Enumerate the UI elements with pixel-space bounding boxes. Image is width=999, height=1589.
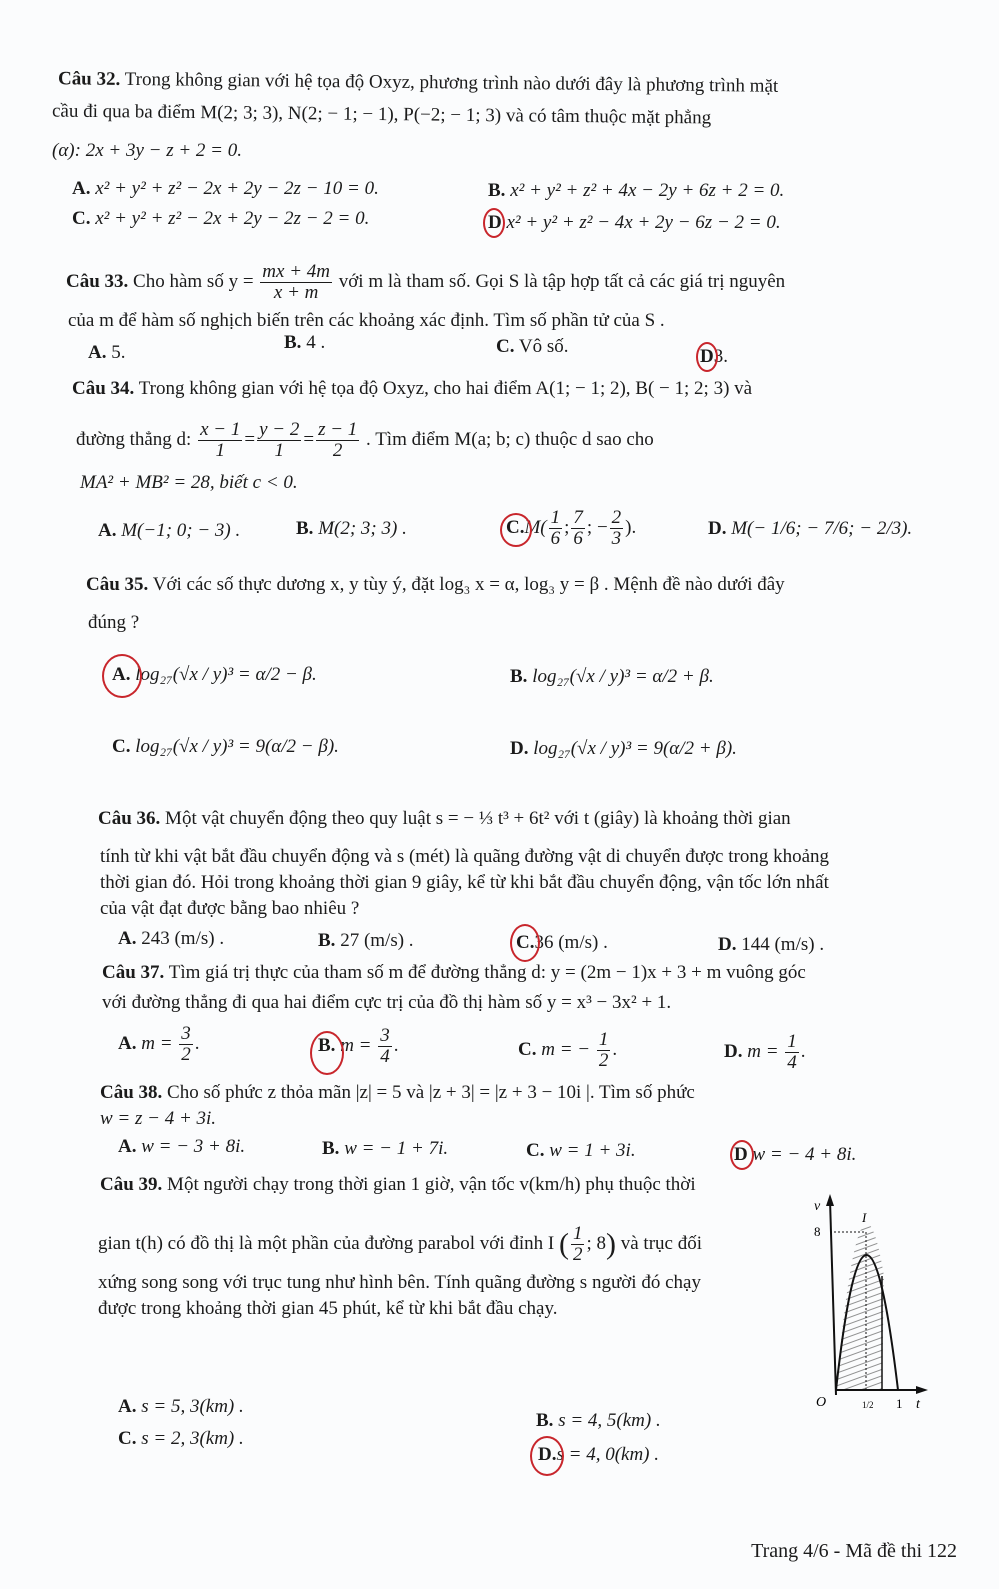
- option-b-selected[interactable]: B. m = $\frac{3}{4}$ .: [318, 1026, 398, 1067]
- question-label: Câu 35.: [86, 574, 149, 595]
- option-c-selected[interactable]: C.36 (m/s) .: [516, 932, 608, 954]
- option-b[interactable]: B. x² + y² + z² + 4x − 2y + 6z + 2 = 0.: [488, 180, 785, 201]
- option-b[interactable]: B. w = − 1 + 7i.: [322, 1138, 449, 1159]
- question-text: cầu đi qua ba điểm M(2; 3; 3), N(2; − 1; − 1), P(−2; − 1; 3) và có tâm thuộc mặt phẳng: [51, 100, 712, 129]
- option-b[interactable]: B. s = 4, 5(km) .: [536, 1410, 661, 1431]
- option-a[interactable]: A. w = − 3 + 8i.: [118, 1136, 246, 1157]
- option-a[interactable]: A. x² + y² + z² − 2x + 2y − 2z − 10 = 0.: [72, 178, 379, 199]
- option-d-selected[interactable]: D x² + y² + z² − 4x + 2y − 6z − 2 = 0.: [488, 212, 781, 234]
- svg-text:8: 8: [814, 1224, 821, 1239]
- option-d[interactable]: D. M(− 1/6; − 7/6; − 2/3).: [708, 518, 913, 539]
- option-d-selected[interactable]: D w = − 4 + 8i.: [734, 1144, 856, 1166]
- question-label: Câu 39.: [100, 1174, 163, 1195]
- answer-circle-icon: [483, 208, 505, 238]
- option-a[interactable]: A. M(−1; 0; − 3) .: [98, 520, 241, 541]
- svg-text:I: I: [862, 1210, 867, 1225]
- option-a[interactable]: A. s = 5, 3(km) .: [118, 1396, 244, 1417]
- option-c-selected[interactable]: C.M( $\frac{1}{6}$ ; $\frac{7}{6}$ ; − $\frac{2}{3}$ ).: [506, 508, 636, 549]
- option-c[interactable]: C. log₂₇(√x / y)³ = 9(α/2 − β).: [112, 736, 339, 757]
- option-c[interactable]: C. s = 2, 3(km) .: [118, 1428, 244, 1449]
- option-b[interactable]: B. 4 .: [284, 332, 326, 353]
- option-a[interactable]: A. 5.: [88, 342, 126, 363]
- answer-circle-icon: [696, 342, 718, 372]
- page-footer: Trang 4/6 - Mã đề thi 122: [751, 1540, 957, 1562]
- question-label: Câu 37.: [102, 962, 165, 983]
- answer-circle-icon: [530, 1436, 564, 1476]
- option-a[interactable]: A. 243 (m/s) .: [118, 928, 225, 949]
- svg-text:t: t: [916, 1397, 920, 1412]
- answer-circle-icon: [310, 1031, 344, 1075]
- question-text: (α): 2x + 3y − z + 2 = 0.: [52, 140, 242, 161]
- option-d-selected[interactable]: D3.: [700, 346, 728, 368]
- question-label: Câu 33.: [66, 270, 129, 292]
- option-a-selected[interactable]: A. log₂₇(√x / y)³ = α/2 − β.: [112, 664, 317, 686]
- svg-text:1: 1: [896, 1396, 903, 1411]
- option-d[interactable]: D. 144 (m/s) .: [718, 934, 825, 955]
- answer-circle-icon: [102, 654, 142, 698]
- svg-text:1/2: 1/2: [862, 1400, 874, 1410]
- option-a[interactable]: A. m = $\frac{3}{2}$ .: [118, 1023, 200, 1065]
- answer-circle-icon: [500, 513, 532, 547]
- option-b[interactable]: B. 27 (m/s) .: [318, 930, 414, 951]
- option-c[interactable]: C. x² + y² + z² − 2x + 2y − 2z − 2 = 0.: [72, 208, 370, 229]
- option-c[interactable]: C. Vô số.: [496, 336, 569, 357]
- option-d-selected[interactable]: D.s = 4, 0(km) .: [538, 1444, 659, 1466]
- svg-text:v: v: [814, 1199, 821, 1214]
- svg-text:O: O: [816, 1395, 827, 1410]
- option-b[interactable]: B. M(2; 3; 3) .: [296, 518, 407, 539]
- question-label: Câu 34.: [72, 378, 135, 399]
- option-d[interactable]: D. m = $\frac{1}{4}$ .: [724, 1031, 806, 1073]
- question-text: Trong không gian với hệ tọa độ Oxyz, phương trình nào dưới đây là phương trình mặt: [124, 68, 779, 97]
- option-c[interactable]: C. w = 1 + 3i.: [526, 1140, 636, 1161]
- parabola-graph: [812, 1190, 932, 1420]
- option-b[interactable]: B. log₂₇(√x / y)³ = α/2 + β.: [510, 666, 714, 687]
- answer-circle-icon: [730, 1140, 754, 1170]
- question-label: Câu 38.: [100, 1082, 163, 1103]
- option-d[interactable]: D. log₂₇(√x / y)³ = 9(α/2 + β).: [510, 738, 737, 759]
- option-c[interactable]: C. m = − $\frac{1}{2}$ .: [518, 1029, 618, 1071]
- fraction: $\frac{mx + 4m}{x + m}$: [262, 261, 330, 303]
- answer-circle-icon: [510, 924, 540, 962]
- question-label: Câu 32.: [57, 68, 121, 90]
- question-label: Câu 36.: [98, 808, 161, 829]
